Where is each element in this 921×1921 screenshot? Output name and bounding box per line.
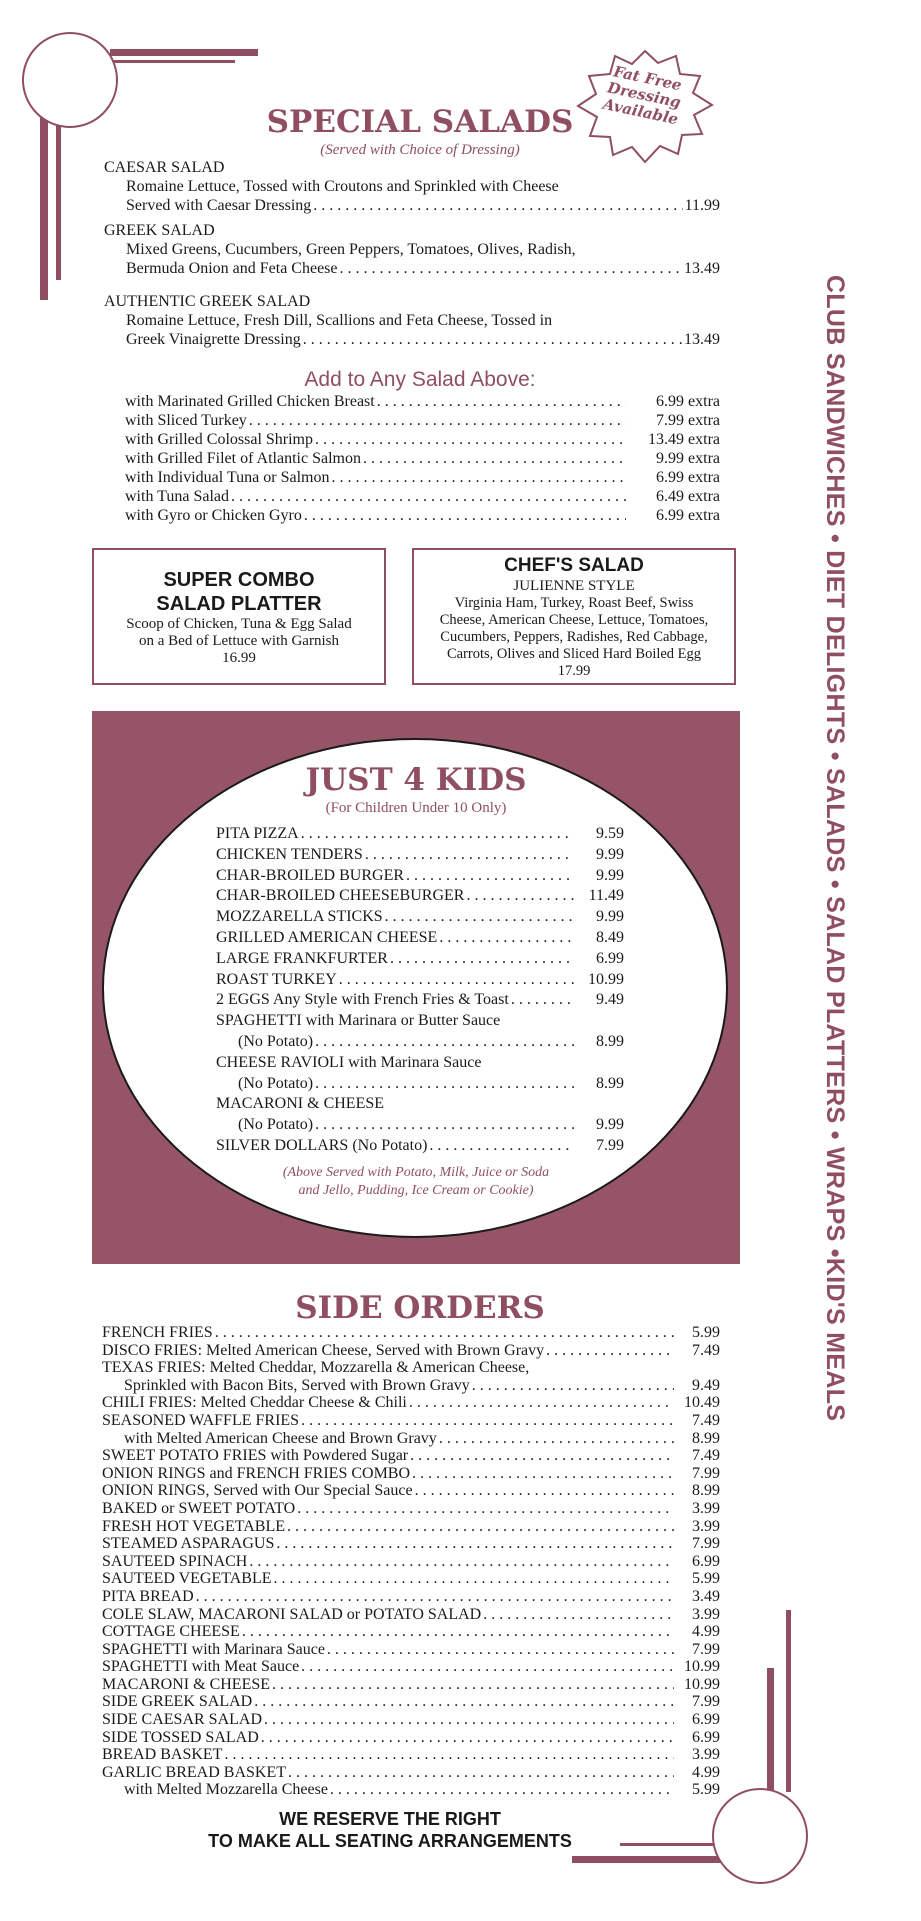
decorative-line (572, 1856, 734, 1863)
kids-item: ROAST TURKEY . . . 10.99 (216, 970, 624, 991)
side-item: COTTAGE CHEESE . . . 4.99 (102, 1623, 720, 1641)
decorative-line (786, 1610, 791, 1792)
salad-item (104, 158, 720, 215)
decorative-line (110, 49, 258, 56)
addons-list (125, 392, 720, 525)
side-item: GARLIC BREAD BASKET . . . 4.99 (102, 1764, 720, 1782)
salad-name: CAESAR SALAD (104, 159, 225, 176)
salads-title: SPECIAL SALADS (266, 104, 574, 140)
side-item: COLE SLAW, MACARONI SALAD or POTATO SALAD . . . 3.99 (102, 1606, 720, 1624)
side-item: ONION RINGS and FRENCH FRIES COMBO . . . 7.99 (102, 1465, 720, 1483)
combo-desc: on a Bed of Lettuce with Garnish (139, 633, 339, 649)
addon-row: with Individual Tuna or Salmon . . . 6.99 extra (125, 468, 720, 487)
side-item: SIDE CAESAR SALAD . . . 6.99 (102, 1711, 720, 1729)
kids-list (216, 824, 624, 1157)
combo-title: SALAD PLATTER (156, 593, 322, 615)
decorative-circle (712, 1788, 808, 1884)
salad-price: 13.49 (684, 331, 720, 348)
addon-row: with Grilled Filet of Atlantic Salmon . . . 9.99 extra (125, 449, 720, 468)
salad-desc: Bermuda Onion and Feta Cheese (126, 260, 338, 277)
side-item: SPAGHETTI with Marinara Sauce . . . 7.99 (102, 1641, 720, 1659)
chef-price: 17.99 (557, 663, 591, 679)
addon-row: with Tuna Salad . . . 6.49 extra (125, 487, 720, 506)
salad-desc: Romaine Lettuce, Tossed with Croutons and Sprinkled with Cheese (126, 178, 559, 195)
salad-desc: Greek Vinaigrette Dressing (126, 331, 301, 348)
side-item: BREAD BASKET . . . 3.99 (102, 1746, 720, 1764)
kids-item: (No Potato) . . . 8.99 (216, 1074, 624, 1095)
kids-item: MOZZARELLA STICKS . . . 9.99 (216, 907, 624, 928)
chef-desc: Cucumbers, Peppers, Radishes, Red Cabbage, (440, 629, 708, 645)
fat-free-badge-text: Fat Free Dressing Available (601, 62, 684, 129)
salad-desc: Romaine Lettuce, Fresh Dill, Scallions and Feta Cheese, Tossed in (126, 312, 553, 329)
salad-item (104, 292, 720, 349)
kids-item: MACARONI & CHEESE (216, 1095, 385, 1113)
side-item: SIDE GREEK SALAD . . . 7.99 (102, 1693, 720, 1711)
kids-title: JUST 4 KIDS (305, 762, 527, 798)
side-item: MACARONI & CHEESE . . . 10.99 (102, 1676, 720, 1694)
kids-subtitle: (For Children Under 10 Only) (325, 800, 507, 816)
addon-row: with Grilled Colossal Shrimp . . . 13.49 extra (125, 430, 720, 449)
sides-list (102, 1324, 720, 1799)
vertical-category-banner: CLUB SANDWICHES • DIET DELIGHTS • SALADS • SALAD PLATTERS • WRAPS •KID'S MEALS (821, 275, 849, 1422)
decorative-line (40, 100, 48, 300)
kids-item: 2 EGGS Any Style with French Fries & Toast . . . 9.49 (216, 990, 624, 1011)
kids-item: CHICKEN TENDERS . . . 9.99 (216, 845, 624, 866)
addon-row: with Marinated Grilled Chicken Breast . . . 6.99 extra (125, 392, 720, 411)
combo-desc: Scoop of Chicken, Tuna & Egg Salad (126, 616, 352, 632)
chef-style: JULIENNE STYLE (513, 578, 635, 594)
side-item: SWEET POTATO FRIES with Powdered Sugar . . . 7.49 (102, 1447, 720, 1465)
side-item: SAUTEED VEGETABLE . . . 5.99 (102, 1570, 720, 1588)
side-item: with Melted Mozzarella Cheese . . . 5.99 (102, 1781, 720, 1799)
addons-title: Add to Any Salad Above: (304, 368, 536, 391)
kids-item: (No Potato) . . . 9.99 (216, 1115, 624, 1136)
kids-item: CHEESE RAVIOLI with Marinara Sauce (216, 1053, 482, 1071)
side-item: SPAGHETTI with Meat Sauce . . . 10.99 (102, 1658, 720, 1676)
footer-notice: WE RESERVE THE RIGHT TO MAKE ALL SEATING ARRANGEMENTS (208, 1809, 572, 1851)
salad-desc: Served with Caesar Dressing (126, 197, 312, 214)
kids-item: SPAGHETTI with Marinara or Butter Sauce (216, 1012, 501, 1030)
salad-item (104, 221, 720, 278)
chefs-salad-box (412, 548, 736, 685)
kids-item: PITA PIZZA . . . 9.59 (216, 824, 624, 845)
side-item: BAKED or SWEET POTATO . . . 3.99 (102, 1500, 720, 1518)
side-item: STEAMED ASPARAGUS . . . 7.99 (102, 1535, 720, 1553)
side-item: with Melted American Cheese and Brown Gravy . . . 8.99 (102, 1430, 720, 1448)
kids-item: GRILLED AMERICAN CHEESE . . . 8.49 (216, 928, 624, 949)
kids-note: (Above Served with Potato, Milk, Juice or Soda and Jello, Pudding, Ice Cream or Cookie) (282, 1165, 550, 1198)
chef-desc: Carrots, Olives and Sliced Hard Boiled Egg (446, 646, 702, 662)
side-item: DISCO FRIES: Melted American Cheese, Served with Brown Gravy . . . 7.49 (102, 1342, 720, 1360)
kids-item: SILVER DOLLARS (No Potato) . . . 7.99 (216, 1136, 624, 1157)
salad-name: GREEK SALAD (104, 222, 215, 239)
sides-title: SIDE ORDERS (295, 1290, 545, 1326)
side-item: FRENCH FRIES . . . 5.99 (102, 1324, 720, 1342)
kids-item: CHAR-BROILED BURGER . . . 9.99 (216, 866, 624, 887)
side-item: FRESH HOT VEGETABLE . . . 3.99 (102, 1518, 720, 1536)
side-item: SIDE TOSSED SALAD . . . 6.99 (102, 1729, 720, 1747)
salad-price: 13.49 (684, 260, 720, 277)
kids-item: LARGE FRANKFURTER . . . 6.99 (216, 949, 624, 970)
salad-desc: Mixed Greens, Cucumbers, Green Peppers, Tomatoes, Olives, Radish, (126, 241, 576, 258)
kids-item: (No Potato) . . . 8.99 (216, 1032, 624, 1053)
side-item: SAUTEED SPINACH . . . 6.99 (102, 1553, 720, 1571)
addon-row: with Sliced Turkey . . . 7.99 extra (125, 411, 720, 430)
side-item: CHILI FRIES: Melted Cheddar Cheese & Chili . . . 10.49 (102, 1394, 720, 1412)
chef-desc: Cheese, American Cheese, Lettuce, Tomatoes, (439, 612, 709, 628)
side-item: SEASONED WAFFLE FRIES . . . 7.49 (102, 1412, 720, 1430)
side-item: PITA BREAD . . . 3.49 (102, 1588, 720, 1606)
chef-title: CHEF'S SALAD (504, 555, 644, 576)
decorative-line (110, 60, 235, 63)
side-item: Sprinkled with Bacon Bits, Served with Brown Gravy . . . 9.49 (102, 1377, 720, 1395)
combo-price: 16.99 (222, 650, 256, 666)
side-item: TEXAS FRIES: Melted Cheddar, Mozzarella & American Cheese, (102, 1359, 530, 1377)
side-item: ONION RINGS, Served with Our Special Sauce . . . 8.99 (102, 1482, 720, 1500)
salads-list (104, 158, 720, 349)
decorative-circle (22, 32, 118, 128)
salad-price: 11.99 (684, 197, 720, 214)
salad-name: AUTHENTIC GREEK SALAD (104, 293, 311, 310)
super-combo-box (92, 548, 386, 685)
chef-desc: Virginia Ham, Turkey, Roast Beef, Swiss (454, 595, 694, 611)
kids-item: CHAR-BROILED CHEESEBURGER . . . 11.49 (216, 886, 624, 907)
addon-row: with Gyro or Chicken Gyro . . . 6.99 extra (125, 506, 720, 525)
salads-subtitle: (Served with Choice of Dressing) (320, 142, 520, 158)
combo-title: SUPER COMBO (163, 569, 315, 591)
